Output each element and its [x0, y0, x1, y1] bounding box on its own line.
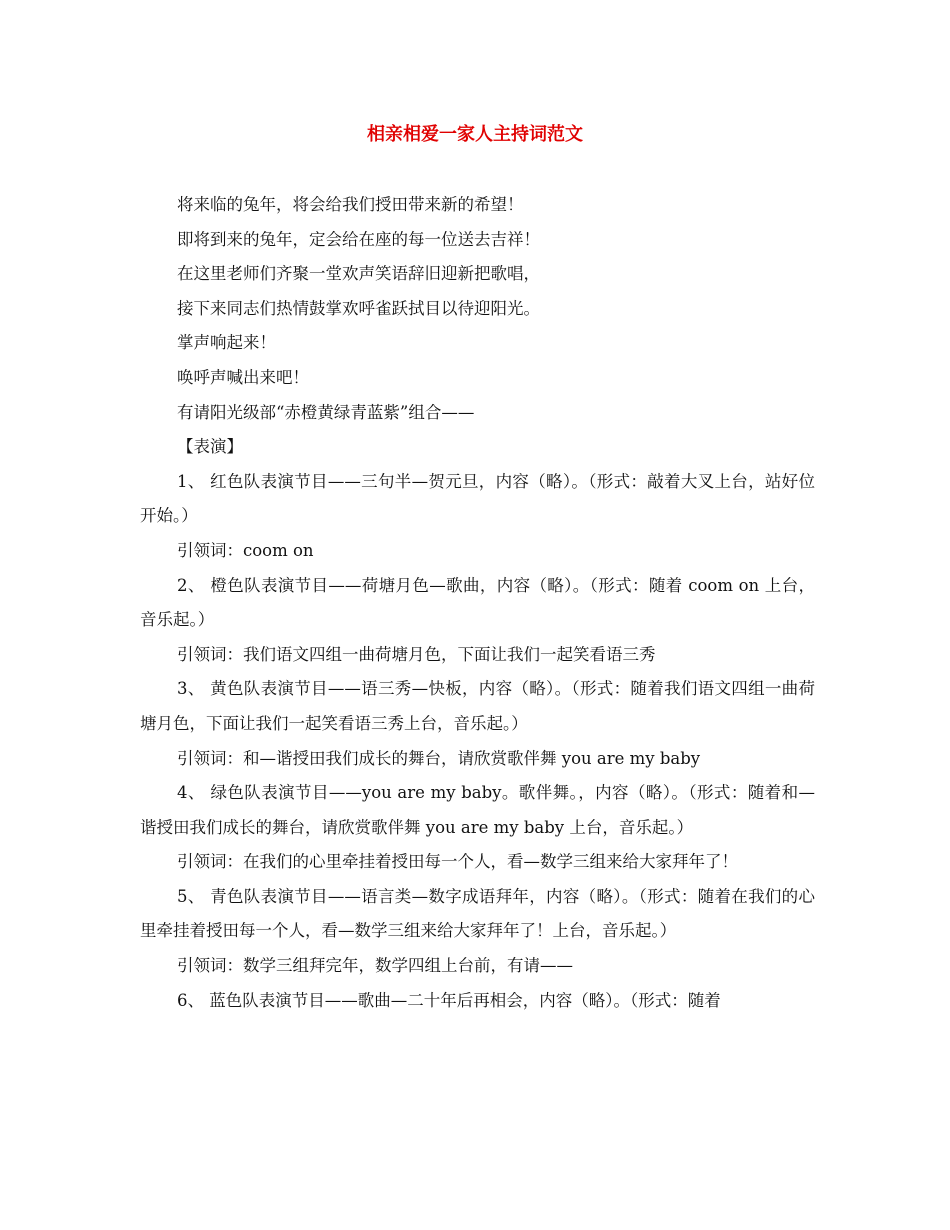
- program-item: 3、 黄色队表演节目——语三秀—快板，内容（略）。（形式：随着我们语文四组一曲荷塘月色，下面让我们一起笑看语三秀上台，音乐起。）: [140, 679, 815, 733]
- program-item: 5、 青色队表演节目——语言类—数字成语拜年，内容（略）。（形式：随着在我们的心里牵挂着授田每一个人，看—数学三组来给大家拜年了！上台，音乐起。）: [140, 886, 815, 941]
- paragraph: 在这里老师们齐聚一堂欢声笑语辞旧迎新把歌唱，: [177, 264, 540, 284]
- paragraph: 接下来同志们热情鼓掌欢呼雀跃拭目以待迎阳光。: [177, 298, 540, 318]
- document-title: 相亲相爱一家人主持词范文: [367, 124, 583, 145]
- paragraph: 即将到来的兔年，定会给在座的每一位送去吉祥！: [177, 229, 540, 249]
- paragraph: 有请阳光级部“赤橙黄绿青蓝紫”组合——: [177, 402, 475, 422]
- document-body: [140, 188, 815, 1018]
- program-item: 2、 橙色队表演节目——荷塘月色—歌曲，内容（略）。（形式：随着 coom on 上台，音乐起。）: [140, 575, 815, 630]
- paragraph: 将来临的兔年，将会给我们授田带来新的希望！: [177, 195, 524, 214]
- paragraph: 掌声响起来！: [177, 333, 276, 353]
- section-heading: 【表演】: [177, 437, 243, 457]
- program-item: 4、 绿色队表演节目——you are my baby。歌伴舞。，内容（略）。（形式：随着和—谐授田我们成长的舞台，请欣赏歌伴舞 you are my baby 上台，音乐起。）: [140, 783, 815, 837]
- lead-in-line: 引领词：coom on: [177, 540, 314, 560]
- paragraph: 唤呼声喊出来吧！: [177, 367, 309, 387]
- program-item: 6、 蓝色队表演节目——歌曲—二十年后再相会，内容（略）。（形式：随着: [177, 990, 721, 1010]
- lead-in-line: 引领词：数学三组拜完年，数学四组上台前，有请——: [177, 956, 573, 976]
- program-item: 1、 红色队表演节目——三句半—贺元旦，内容（略）。（形式：敲着大叉上台，站好位开始。）: [140, 471, 815, 526]
- lead-in-line: 引领词：我们语文四组一曲荷塘月色，下面让我们一起笑看语三秀: [177, 644, 656, 664]
- lead-in-line: 引领词：和—谐授田我们成长的舞台，请欣赏歌伴舞 you are my baby: [177, 748, 701, 768]
- lead-in-line: 引领词：在我们的心里牵挂着授田每一个人，看—数学三组来给大家拜年了！: [177, 852, 738, 872]
